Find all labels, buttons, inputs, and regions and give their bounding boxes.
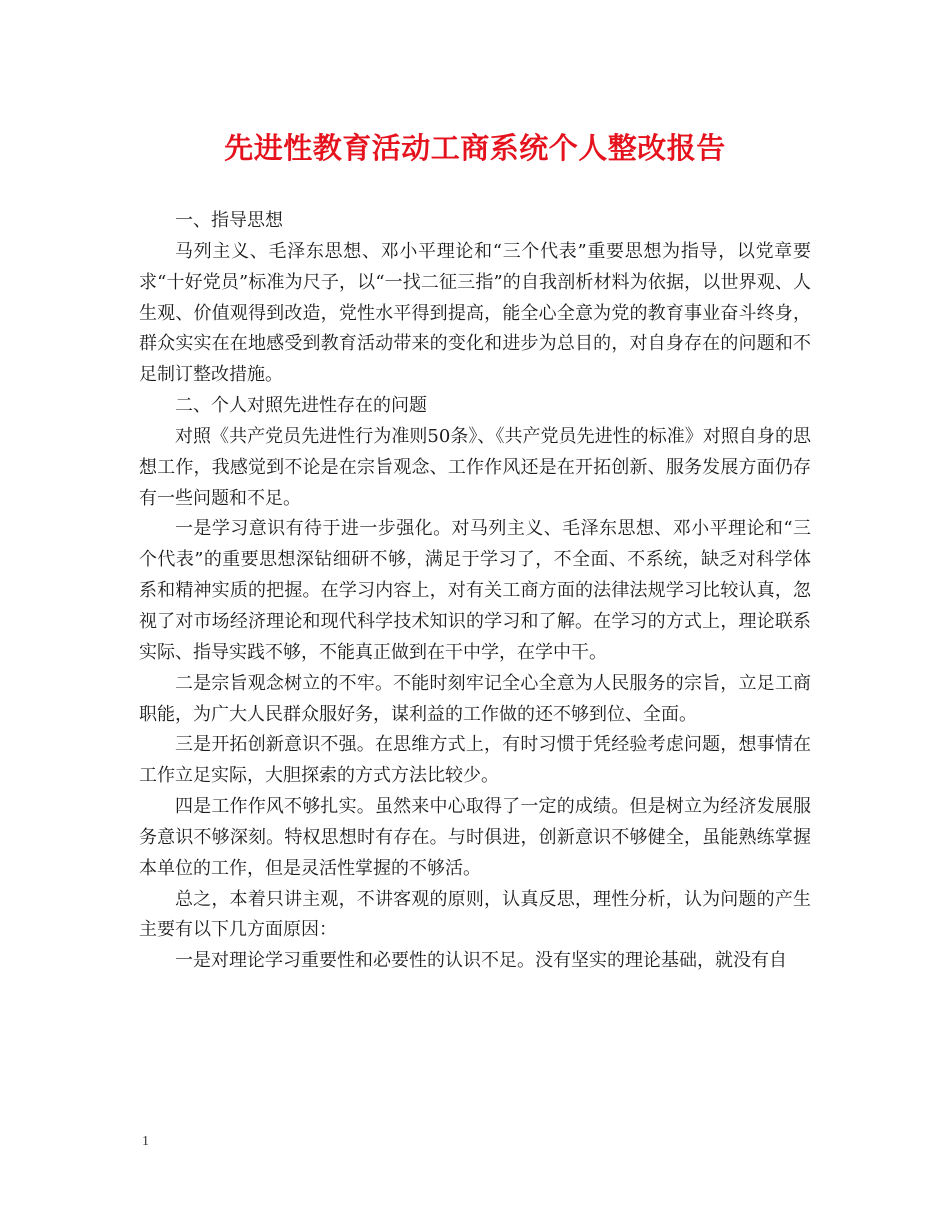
- paragraph: 马列主义、毛泽东思想、邓小平理论和“三个代表”重要思想为指导，以党章要求“十好党员”标准为尺子，以“一找二征三指”的自我剖析材料为依据，以世界观、人生观、价值观得到改造，党性水平得到提高，能全心全意为党的教育事业奋斗终身，群众实实在在地感受到教育活动带来的变化和进步为总目的，对自身存在的问题和不足制订整改措施。: [139, 240, 811, 386]
- paragraph: 四是工作作风不够扎实。虽然来中心取得了一定的成绩。但是树立为经济发展服务意识不够深刻。特权思想时有存在。与时俱进，创新意识不够健全，虽能熟练掌握本单位的工作，但是灵活性掌握的不够活。: [139, 796, 811, 879]
- page-number: 1: [142, 1134, 149, 1149]
- paragraph: 一是对理论学习重要性和必要性的认识不足。没有坚实的理论基础，就没有自: [175, 950, 787, 972]
- paragraph: 三是开拓创新意识不强。在思维方式上，有时习惯于凭经验考虑问题，想事情在工作立足实际，大胆探索的方式方法比较少。: [139, 734, 811, 787]
- document-title: 先进性教育活动工商系统个人整改报告: [224, 131, 726, 165]
- paragraph: 一是学习意识有待于进一步强化。对马列主义、毛泽东思想、邓小平理论和“三个代表”的重要思想深钻细研不够，满足于学习了，不全面、不系统，缺乏对科学体系和精神实质的把握。在学习内容上，对有关工商方面的法律法规学习比较认真，忽视了对市场经济理论和现代科学技术知识的学习和了解。在学习的方式上，理论联系实际、指导实践不够，不能真正做到在干中学，在学中干。: [139, 518, 811, 663]
- paragraph-heading-1: 一、指导思想: [175, 210, 283, 231]
- paragraph: 总之，本着只讲主观，不讲客观的原则，认真反思，理性分析，认为问题的产生主要有以下几方面原因：: [139, 888, 811, 941]
- document-body: [139, 206, 811, 977]
- paragraph: 对照《共产党员先进性行为准则50条》、《共产党员先进性的标准》对照自身的思想工作，我感觉到不论是在宗旨观念、工作作风还是在开拓创新、服务发展方面仍存有一些问题和不足。: [139, 425, 811, 509]
- paragraph: 二是宗旨观念树立的不牢。不能时刻牢记全心全意为人民服务的宗旨，立足工商职能，为广大人民群众服好务，谋利益的工作做的还不够到位、全面。: [139, 672, 811, 725]
- paragraph-heading-2: 二、个人对照先进性存在的问题: [175, 395, 427, 417]
